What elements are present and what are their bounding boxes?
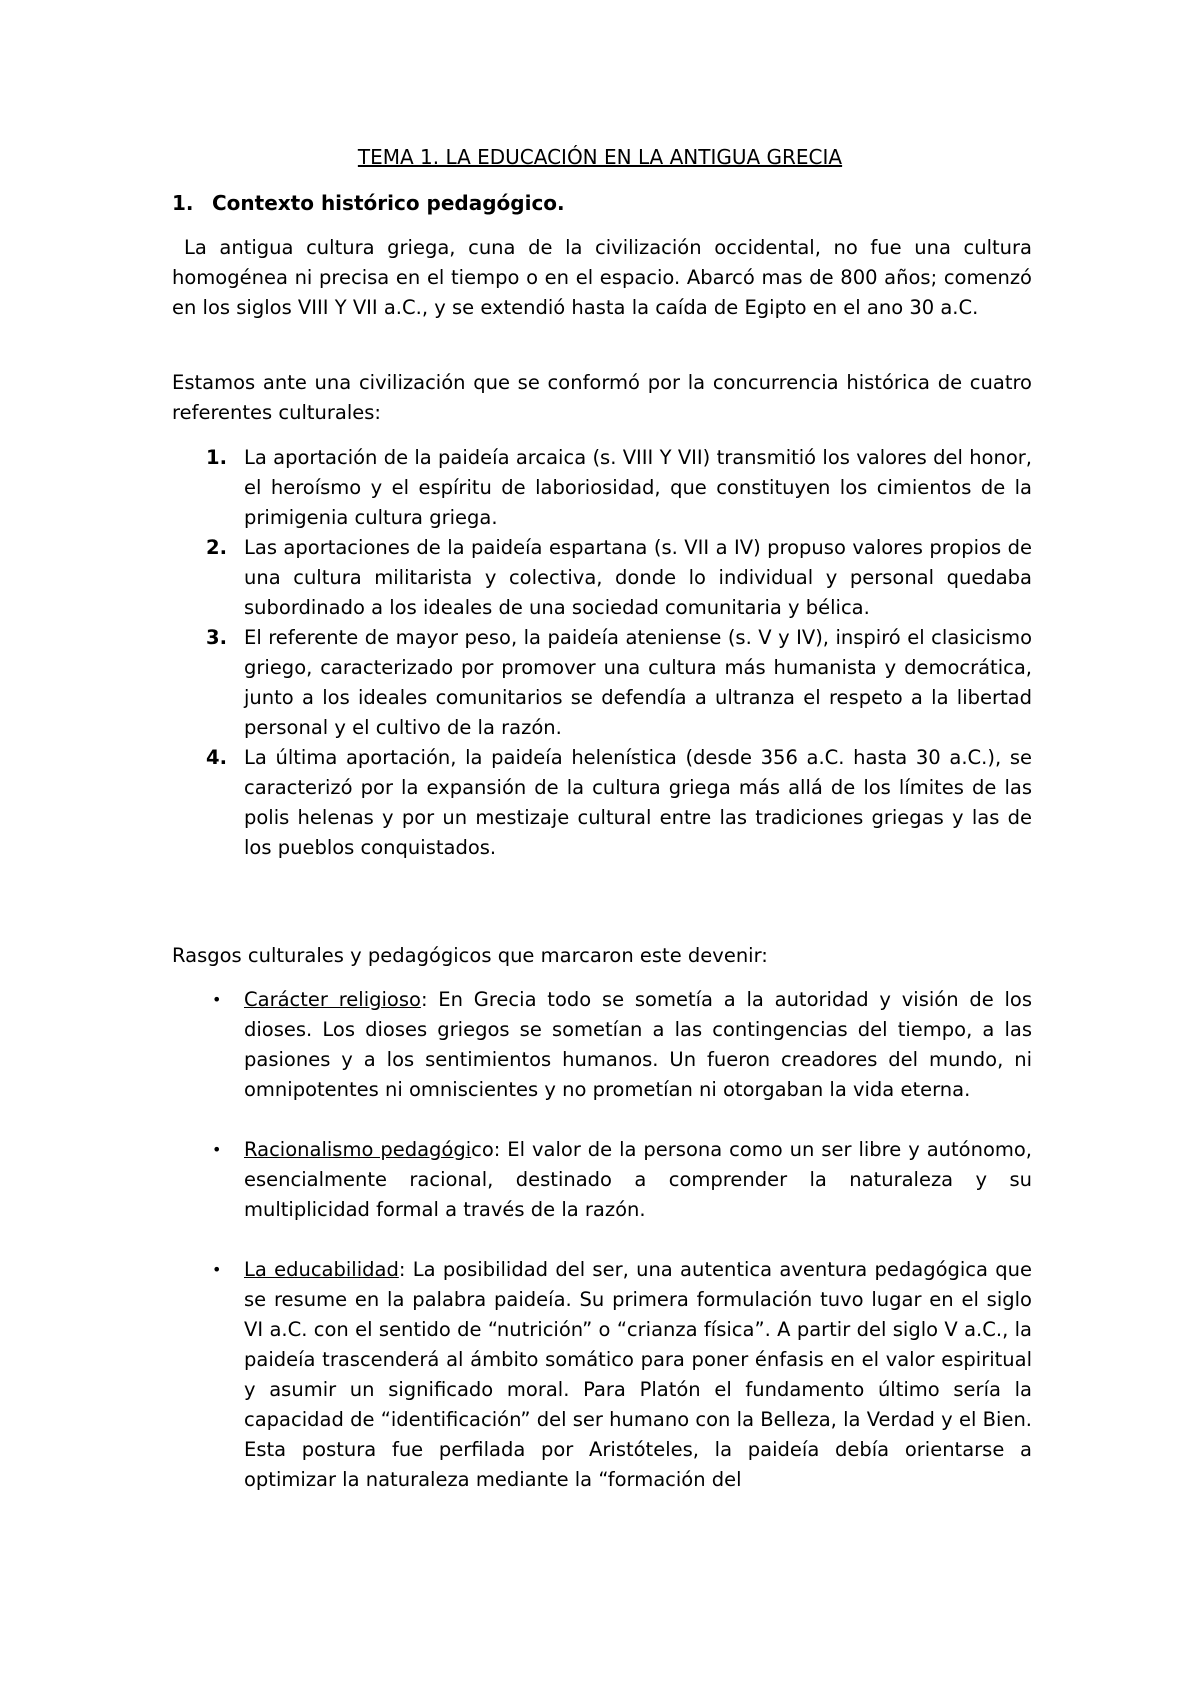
list-item-number: 4. xyxy=(206,746,227,769)
bullet-term: Carácter religioso xyxy=(244,988,421,1011)
bullet-item xyxy=(172,1255,1032,1495)
bullet-term: La educabilidad xyxy=(244,1258,399,1281)
bullet-text: co: El valor de la persona como un ser libre y autónomo, esencialmente racional, destinado a comprender la naturaleza y su multiplicidad formal a través de la razón. xyxy=(244,1138,1032,1221)
list-item xyxy=(172,533,1032,623)
list-item-text: El referente de mayor peso, la paideía ateniense (s. V y IV), inspiró el clasicismo griego, caracterizado por promover una cultura más humanista y democrática, junto a los ideales comunitarios se defendía a ultranza el respeto a la libertad personal y el cultivo de la razón. xyxy=(244,626,1032,739)
list-item-text: La aportación de la paideía arcaica (s. VIII Y VII) transmitió los valores del honor, el heroísmo y el espíritu de laboriosidad, que constituyen los cimientos de la primigenia cultura griega. xyxy=(244,446,1032,529)
bullet-term: Racionalismo pedagógi xyxy=(244,1138,472,1161)
list-item xyxy=(172,623,1032,743)
list-item-text: La última aportación, la paideía helenística (desde 356 a.C. hasta 30 a.C.), se caracterizó por la expansión de la cultura griega más allá de los límites de las polis helenas y por un mestizaje cultural entre las tradiciones griegas y las de los pueblos conquistados. xyxy=(244,746,1032,859)
bullet-item xyxy=(172,1135,1032,1225)
section-heading-text: Contexto histórico pedagógico. xyxy=(212,191,565,215)
bullet-text: : En Grecia todo se sometía a la autoridad y visión de los dioses. Los dioses griegos se sometían a las contingencias del tiempo, a las pasiones y a los sentimientos humanos. Un fueron creadores del mundo, ni omnipotentes ni omniscientes y no prometían ni otorgaban la vida eterna. xyxy=(244,988,1033,1101)
list-item xyxy=(172,743,1032,863)
bullet-list xyxy=(172,985,1032,1495)
referents-paragraph: Estamos ante una civilización que se conformó por la concurrencia histórica de cuatro referentes culturales: xyxy=(172,371,1032,424)
bullet-item xyxy=(172,985,1032,1105)
intro-paragraph: La antigua cultura griega, cuna de la civilización occidental, no fue una cultura homogénea ni precisa en el tiempo o en el espacio. Abarcó mas de 800 años; comenzó en los siglos VIII Y VII a.C., y se extendió hasta la caída de Egipto en el ano 30 a.C. xyxy=(172,236,1032,319)
list-item xyxy=(172,443,1032,533)
document-title: TEMA 1. LA EDUCACIÓN EN LA ANTIGUA GRECIA xyxy=(357,145,843,169)
bullet-icon: • xyxy=(212,990,222,1009)
numbered-list xyxy=(172,443,1032,863)
section-heading xyxy=(172,188,565,218)
bullet-text: : La posibilidad del ser, una autentica aventura pedagógica que se resume en la palabra paideía. Su primera formulación tuvo lugar en el siglo VI a.C. con el sentido de “nutrición” o “crianza física”. A partir del siglo V a.C., la paideía trascenderá al ámbito somático para poner énfasis en el valor espiritual y asumir un significado moral. Para Platón el fundamento último sería la capacidad de “identificación” del ser humano con la Belleza, la Verdad y el Bien. Esta postura fue perfilada por Aristóteles, la paideía debía orientarse a optimizar la naturaleza mediante la “formación del xyxy=(244,1258,1032,1491)
list-item-number: 3. xyxy=(206,626,227,649)
traits-paragraph: Rasgos culturales y pedagógicos que marcaron este devenir: xyxy=(172,944,768,967)
bullet-icon: • xyxy=(212,1140,222,1159)
list-item-text: Las aportaciones de la paideía espartana (s. VII a IV) propuso valores propios de una cultura militarista y colectiva, donde lo individual y personal quedaba subordinado a los ideales de una sociedad comunitaria y bélica. xyxy=(244,536,1032,619)
section-number: 1. xyxy=(172,191,194,215)
list-item-number: 2. xyxy=(206,536,227,559)
list-item-number: 1. xyxy=(206,446,227,469)
bullet-icon: • xyxy=(212,1260,222,1279)
